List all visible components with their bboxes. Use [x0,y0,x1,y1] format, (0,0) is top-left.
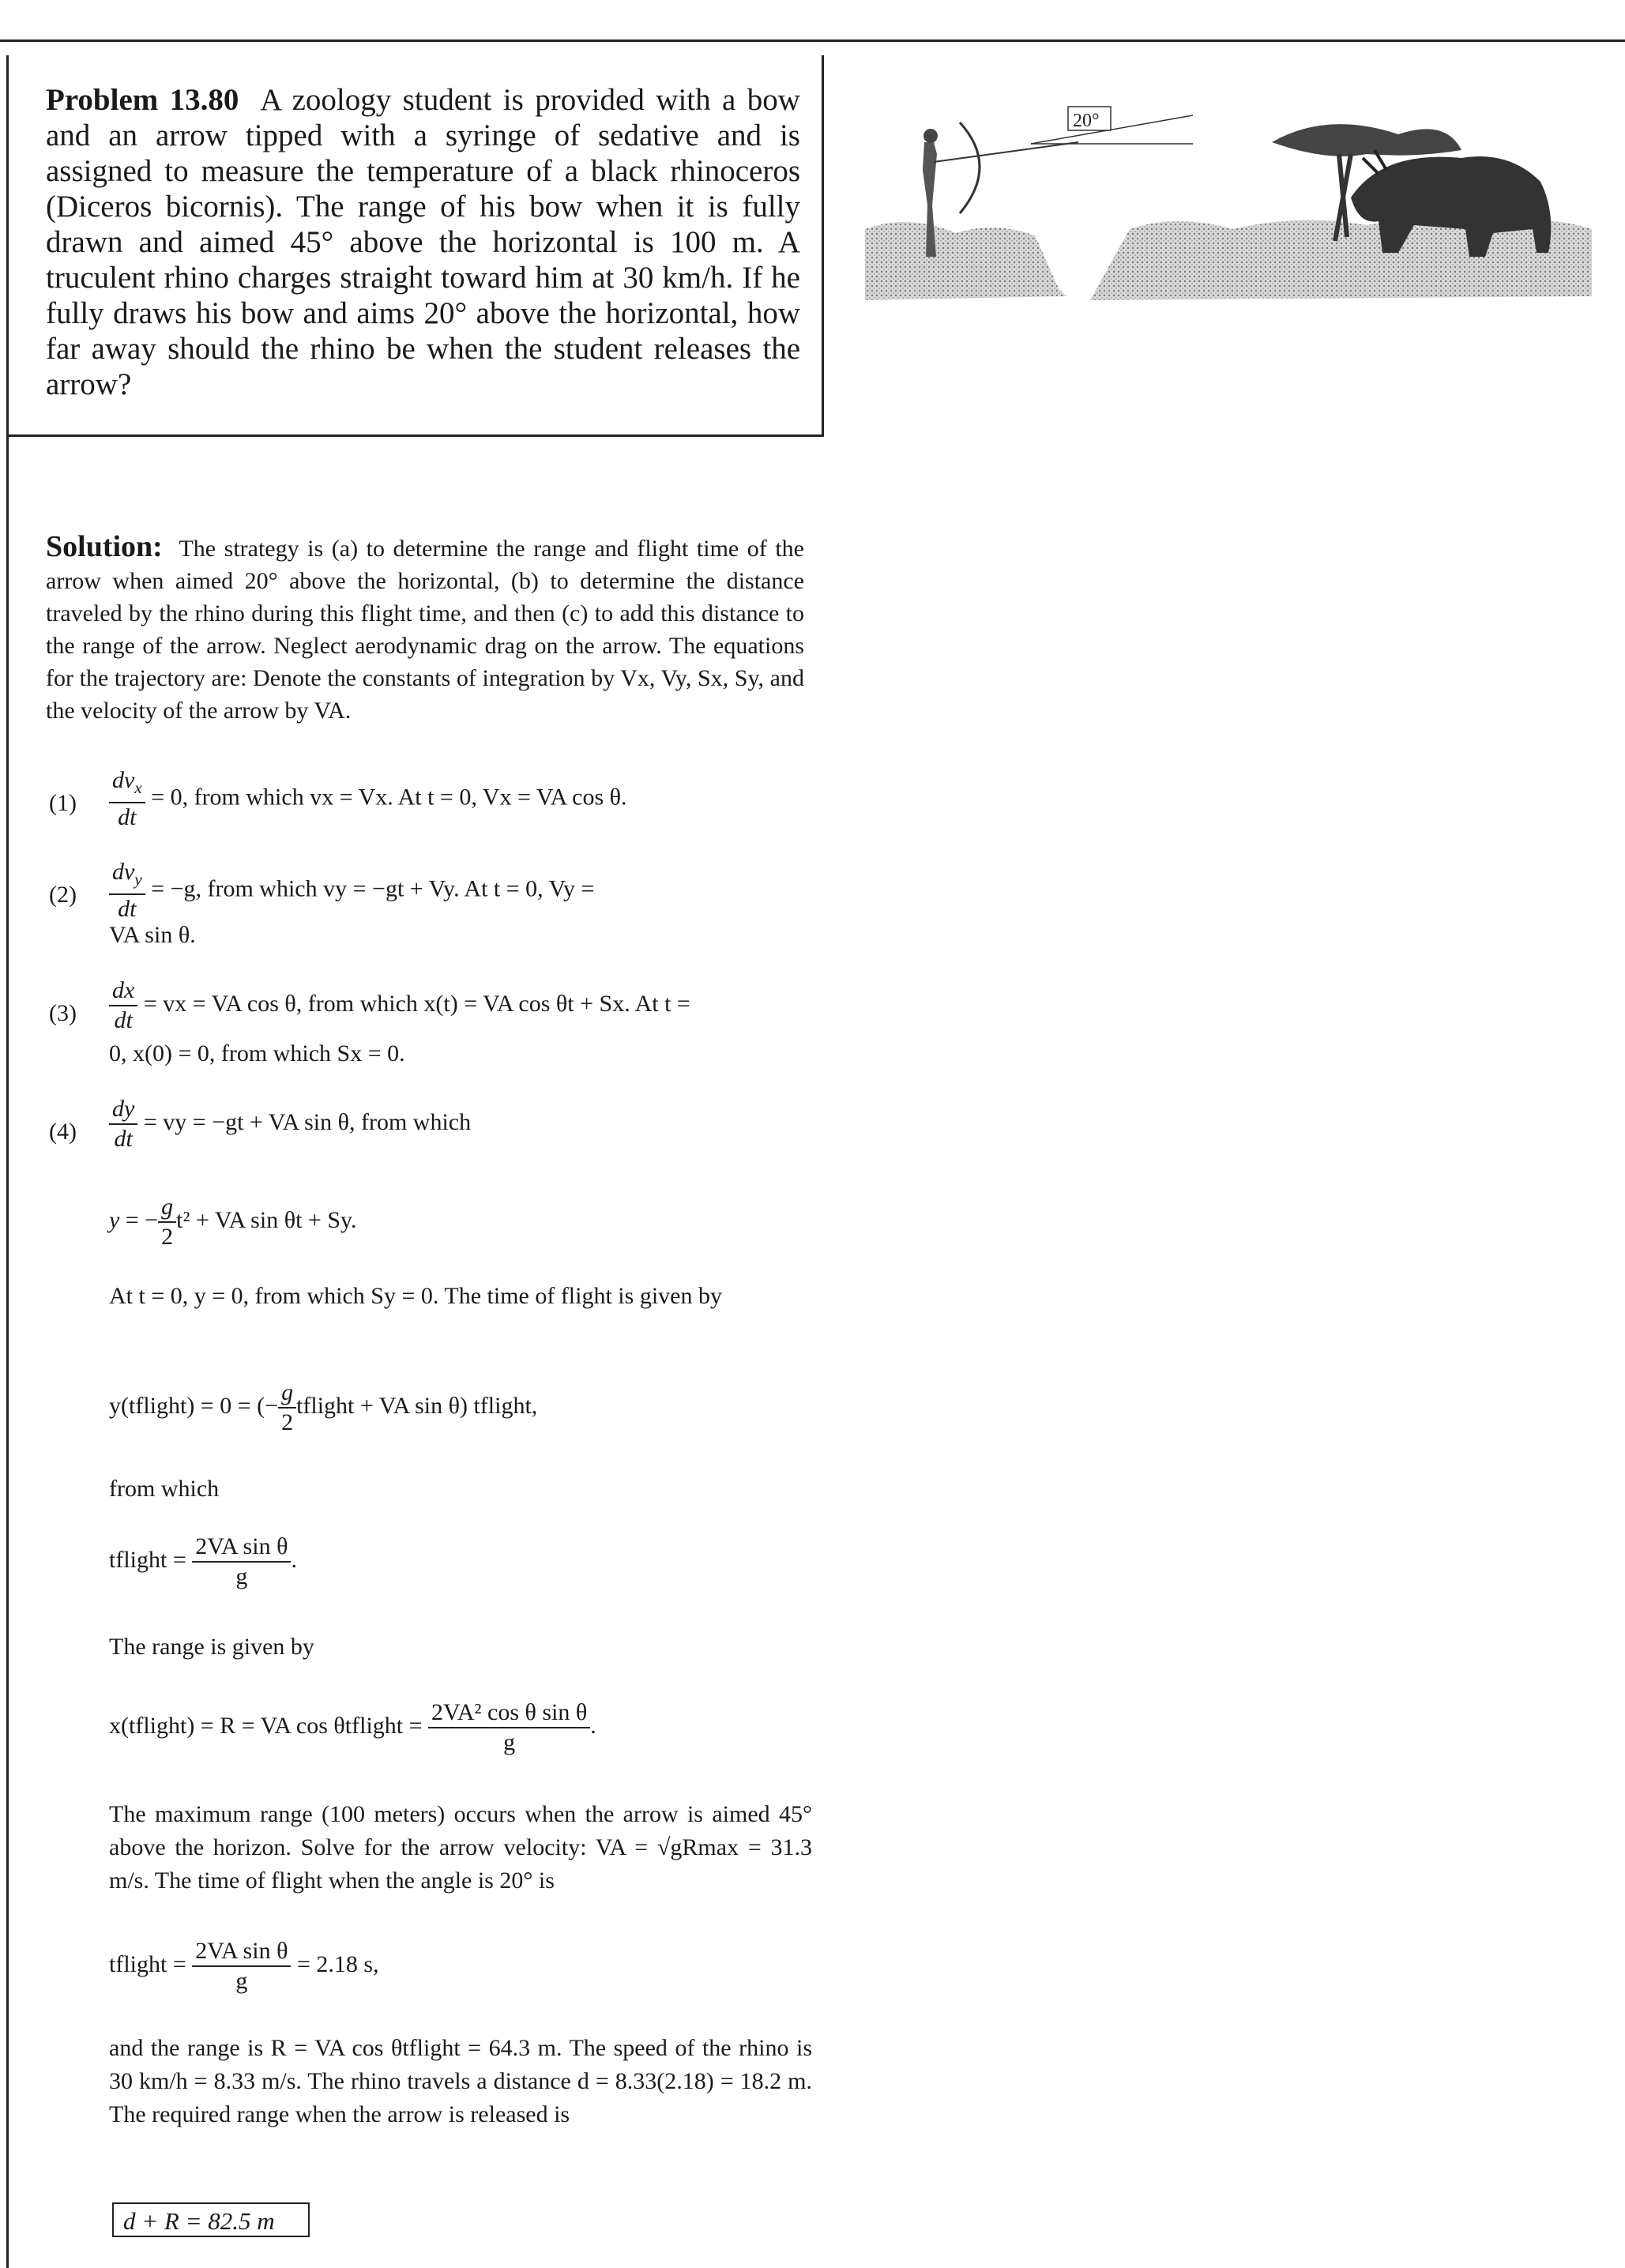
eq-1 [109,766,627,832]
eq-num-3: (3) [49,1000,77,1026]
eq-y-text: t² + VA sin θt + Sy. [176,1206,357,1233]
problem-text: A zoology student is provided with a bow and an arrow tipped with a syringe of sedative and is assigned to measure the temperature of a black rhinoceros (Diceros bicornis). The range of his bow when it is fully drawn and aimed 45° above the horizontal is 100 m. A truculent rhino charges straight toward him at 30 km/h. If he fully draws his bow and aims 20° above the horizontal, how far away should the rhino be when the student releases the arrow? [46,83,800,401]
tflight-fraction [192,1533,291,1591]
range-lhs: x(tflight) = R = VA cos θtflight = [109,1712,423,1739]
answer-box [112,2202,310,2237]
range-den: g [503,1729,516,1755]
tflight-value: = 2.18 s, [296,1950,379,1977]
answer-text: d + R = 82.5 m [123,2207,275,2235]
eq-yflight [109,1378,537,1437]
eq-4 [109,1095,471,1153]
eq-num-2: (2) [49,882,77,908]
dy-dt-fraction: $\frac{dy}{dt}$ [109,1095,137,1153]
tflight-lhs-2: tflight = [109,1950,186,1977]
solution-heading: Solution: [46,530,163,563]
eq-yflight-text-b: tflight + VA sin θ) tflight, [296,1392,538,1419]
eq-2-text: = −g, from which vy = −gt + Vy. At t = 0, Vy = [151,875,595,902]
eq-num-1: (1) [49,790,77,816]
problem-statement [46,82,800,402]
eq-y: y = − $\frac{g}{2}$ t² + VA sin θt + Sy. [109,1194,357,1250]
eq-range: x(tflight) = R = VA cos θtflight = $\frac{\text{2VA² cos θ sin θ}}{g}$ . [109,1699,596,1755]
dx-dt-fraction: $\frac{dx}{dt}$ [109,976,137,1035]
solution-intro [46,531,804,727]
g-over-2-fraction-b: $\frac{g}{2}$ [278,1378,296,1437]
tflight-den-2: g [235,1968,248,1994]
g-over-2-fraction: $\frac{g}{2}$ [158,1193,176,1251]
eq-2-cont: VA sin θ. [109,922,196,948]
from-which-label: from which [109,1476,220,1502]
eq-tflight-value [109,1937,379,1995]
eq-3-text: = vx = VA cos θ, from which x(t) = VA cos θt + Sx. At t = [143,990,690,1017]
tflight-num-2: 2VA sin θ [192,1937,291,1967]
eq-yflight-text: y(tflight) = 0 = (− [109,1392,279,1419]
problem-label: Problem 13.80 [46,83,239,117]
range-fraction [428,1698,590,1757]
tflight-num: 2VA sin θ [192,1533,291,1563]
eq-num-4: (4) [49,1119,77,1145]
flight-time-intro: At t = 0, y = 0, from which Sy = 0. The time of flight is given by [109,1283,722,1309]
dvy-dt-fraction: $\frac{dv_y}{dt}$ [109,858,145,923]
eq-4-text: = vy = −gt + VA sin θ, from which [143,1108,472,1135]
tflight-lhs: tflight = [109,1546,186,1573]
range-intro: The range is given by [109,1634,314,1660]
eq-tflight: tflight = $\frac{\text{2VA sin θ}}{g}$ . [109,1533,297,1589]
archer-rhino-figure [861,95,1596,332]
angle-label: 20° [1073,111,1100,131]
dvx-dt-fraction: $\frac{dv_x}{dt}$ [109,766,145,832]
eq-3-cont: 0, x(0) = 0, from which Sx = 0. [109,1040,405,1066]
tflight-fraction-2 [192,1937,291,1995]
eq-3 [109,976,812,1035]
range-num: 2VA² cos θ sin θ [428,1698,590,1728]
solution-intro-text: The strategy is (a) to determine the range and flight time of the arrow when aimed 20° above the horizontal, (b) to determine the distance traveled by the rhino during this flight time, and then (c) to add this distance to the range of the arrow. Neglect aerodynamic drag on the arrow. The equations for the trajectory are: Denote the constants of integration by Vx, Vy, Sx, Sy, and the velocity of the arrow by VA. [46,536,804,724]
max-range-text: The maximum range (100 meters) occurs when the arrow is aimed 45° above the horizon. Solve for the arrow velocity: VA = √gRmax = 31.3 m/s. The time of flight when the angle is 20° is [109,1801,812,1894]
eq-2 [109,858,812,923]
tflight-den: g [235,1563,248,1589]
eq-1-text: = 0, from which vx = Vx. At t = 0, Vx = VA cos θ. [151,784,627,811]
top-rule [0,39,1625,42]
final-text: and the range is R = VA cos θtflight = 64.3 m. The speed of the rhino is 30 km/h = 8.33 m/s. The rhino travels a distance d = 8.33(2.18) = 18.2 m. The required range when the arrow is released is [109,2035,812,2127]
